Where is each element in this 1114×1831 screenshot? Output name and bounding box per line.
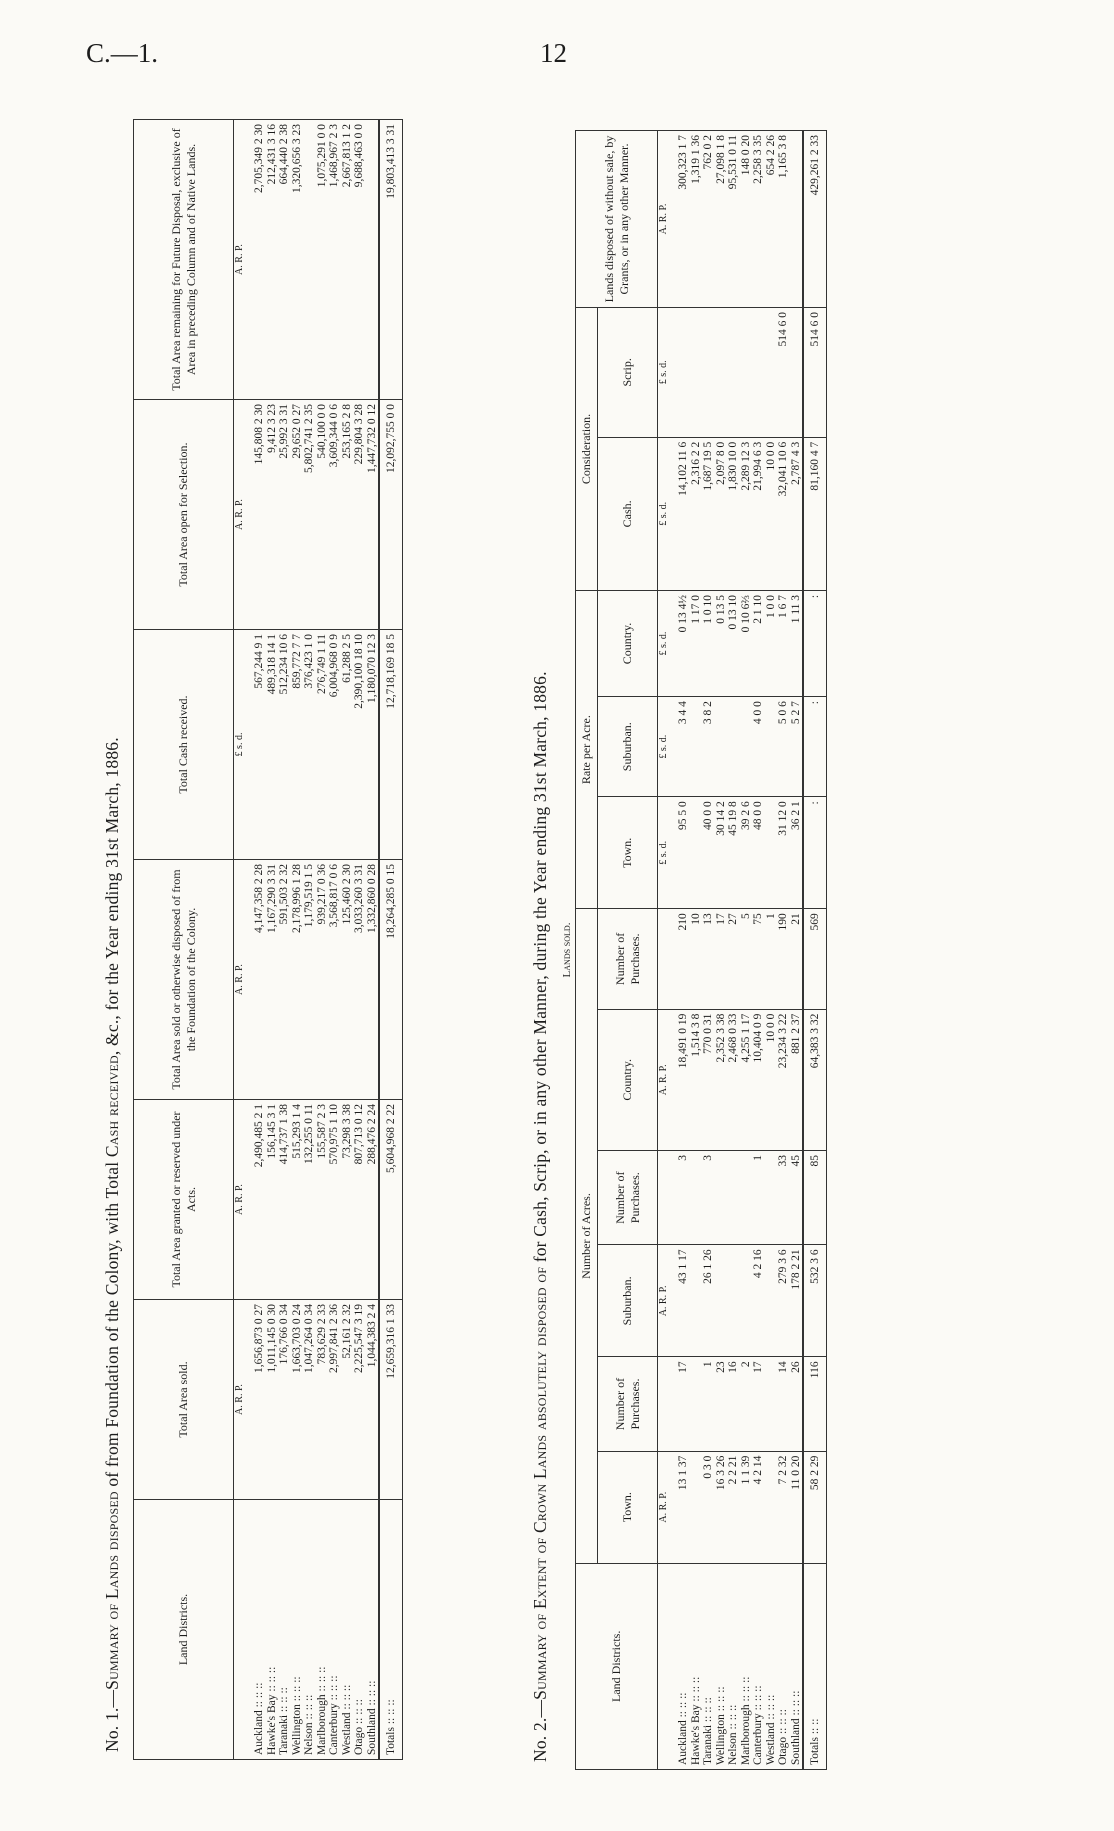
table-cell: 73,298 3 38 bbox=[341, 1100, 354, 1300]
col-header-suburban-rate: Suburban. bbox=[598, 697, 658, 797]
table-cell: 1,167,290 3 31 bbox=[266, 860, 279, 1100]
table-cell: 11 0 20 bbox=[790, 1451, 804, 1563]
table-cell: 81,160 4 7 bbox=[803, 437, 827, 590]
table-cell: 489,318 14 1 bbox=[266, 630, 279, 860]
table-cell bbox=[658, 1151, 672, 1245]
table-cell: 85 bbox=[803, 1151, 827, 1245]
table-cell: A. R. P. bbox=[234, 1300, 248, 1500]
table-cell: 0 13 5 bbox=[715, 590, 728, 696]
table-cell bbox=[366, 120, 380, 400]
table-cell bbox=[671, 307, 690, 437]
table-cell: 210 bbox=[671, 909, 690, 1009]
table-cell bbox=[702, 307, 715, 437]
table-cell: £ s. d. bbox=[234, 630, 248, 860]
table-cell: 14 bbox=[777, 1357, 790, 1451]
table-cell: 33 bbox=[777, 1151, 790, 1245]
table-cell bbox=[690, 1151, 703, 1245]
table-row bbox=[715, 131, 728, 1770]
table-cell: 95 5 0 bbox=[671, 797, 690, 909]
col-header-country-rate: Country. bbox=[598, 590, 658, 696]
col-header-cash: Cash. bbox=[598, 437, 658, 590]
table-cell: 4 2 16 bbox=[752, 1245, 765, 1357]
table-cell: 3 bbox=[671, 1151, 690, 1245]
table-cell: 116 bbox=[803, 1357, 827, 1451]
table1-body bbox=[234, 120, 403, 1760]
col-header-area-disposed: Total Area sold or otherwise disposed of from the Foundation of the Colony. bbox=[134, 860, 234, 1100]
table-cell: 2 2 21 bbox=[727, 1451, 740, 1563]
col-header-area-remaining: Total Area remaining for Future Disposal, exclusive of Area in preceding Column and of Native Lands. bbox=[134, 120, 234, 400]
table1-title: No. 1.—Summary of Lands disposed of from Foundation of the Colony, with Total Cash received, &c., for the Year ending 31st March, 1886. bbox=[102, 737, 122, 1752]
table-cell: Wellington :: :: :: bbox=[291, 1500, 304, 1760]
table-cell bbox=[690, 1357, 703, 1451]
table-row bbox=[690, 131, 703, 1770]
table-cell: 253,165 2 8 bbox=[341, 400, 354, 630]
table-cell: Wellington :: :: :: bbox=[715, 1563, 728, 1769]
table-cell: 514 6 0 bbox=[777, 307, 790, 437]
table-cell: 300,323 1 7 bbox=[671, 131, 690, 308]
table-cell: 1,332,860 0 28 bbox=[366, 860, 380, 1100]
table1 bbox=[133, 119, 403, 1760]
table-cell: 0 10 6⅔ bbox=[740, 590, 753, 696]
units-row bbox=[234, 120, 248, 1760]
table-row bbox=[266, 120, 279, 1760]
table-cell: Southland :: :: :: bbox=[790, 1563, 804, 1769]
table-cell: 1 bbox=[752, 1151, 765, 1245]
table-cell: 2,225,547 3 19 bbox=[353, 1300, 366, 1500]
table-cell: 58 2 29 bbox=[803, 1451, 827, 1563]
table-cell: 176,766 0 34 bbox=[278, 1300, 291, 1500]
table-cell: 279 3 6 bbox=[777, 1245, 790, 1357]
table-cell: Southland :: :: :: bbox=[366, 1500, 380, 1760]
table-cell: 2,787 4 3 bbox=[790, 437, 804, 590]
table2-body bbox=[658, 131, 827, 1770]
table-cell: 664,440 2 38 bbox=[278, 120, 291, 400]
lands-sold-label: Lands sold. bbox=[561, 922, 573, 978]
table-cell: 132,255 0 11 bbox=[303, 1100, 316, 1300]
table-cell: 1,011,145 0 30 bbox=[266, 1300, 279, 1500]
table-cell: 2,667,813 1 2 bbox=[341, 120, 354, 400]
table-cell: 569 bbox=[803, 909, 827, 1009]
table-cell: 939,217 0 36 bbox=[316, 860, 329, 1100]
table-cell: 190 bbox=[777, 909, 790, 1009]
table-cell: 27,098 1 8 bbox=[715, 131, 728, 308]
col-header-country-purchases: Number of Purchases. bbox=[598, 909, 658, 1009]
table-cell: A. R. P. bbox=[658, 1451, 672, 1563]
table-cell: Totals :: :: bbox=[803, 1563, 827, 1769]
table-cell: 229,804 3 28 bbox=[353, 400, 366, 630]
table-cell bbox=[790, 131, 804, 308]
table-cell: 881 2 37 bbox=[790, 1009, 804, 1150]
table-cell: £ s. d. bbox=[658, 797, 672, 909]
table-cell: Marlborough :: :: :: bbox=[740, 1563, 753, 1769]
table-cell: 783,629 2 33 bbox=[316, 1300, 329, 1500]
table-cell: 1,179,519 1 5 bbox=[303, 860, 316, 1100]
table-cell: Marlborough :: :: :: bbox=[316, 1500, 329, 1760]
table-cell: 3 4 4 bbox=[671, 697, 690, 797]
table-cell: 5 2 7 bbox=[790, 697, 804, 797]
table-cell: 27 bbox=[727, 909, 740, 1009]
table-cell: 532 3 6 bbox=[803, 1245, 827, 1357]
table-cell: 859,772 7 7 bbox=[291, 630, 304, 860]
table-cell bbox=[690, 307, 703, 437]
table-cell bbox=[690, 1245, 703, 1357]
table-cell: 21,994 6 3 bbox=[752, 437, 765, 590]
table-cell: 376,423 1 0 bbox=[303, 630, 316, 860]
table-cell: 0 13 10 bbox=[727, 590, 740, 696]
table-row bbox=[740, 131, 753, 1770]
table-cell bbox=[234, 1500, 248, 1760]
table2-title: No. 2.—Summary of Extent of Crown Lands absolutely disposed of for Cash, Scrip, or in any other Manner, during the Year ending 31st March, 1886. bbox=[530, 671, 550, 1762]
table-cell: 1 0 10 bbox=[702, 590, 715, 696]
totals-row bbox=[379, 120, 403, 1760]
table-row bbox=[353, 120, 366, 1760]
table-cell: £ s. d. bbox=[658, 437, 672, 590]
table-cell: 3 8 2 bbox=[702, 697, 715, 797]
table-cell: 567,244 9 1 bbox=[247, 630, 266, 860]
table-cell: 10 0 0 bbox=[765, 437, 778, 590]
table-cell: 3,609,344 0 6 bbox=[328, 400, 341, 630]
table-cell: 9,688,463 0 0 bbox=[353, 120, 366, 400]
table-cell: 16 3 26 bbox=[715, 1451, 728, 1563]
table-cell: 3 bbox=[702, 1151, 715, 1245]
col-header-town-purchases: Number of Purchases. bbox=[598, 1357, 658, 1451]
col-header-total-area-sold: Total Area sold. bbox=[134, 1300, 234, 1500]
table-cell: 64,383 3 32 bbox=[803, 1009, 827, 1150]
page-series-label: C.—1. bbox=[86, 38, 159, 68]
col-header-area-granted: Total Area granted or reserved under Acts. bbox=[134, 1100, 234, 1300]
table-cell: 1,514 3 8 bbox=[690, 1009, 703, 1150]
table-cell: 1,165 3 8 bbox=[777, 131, 790, 308]
table-cell bbox=[765, 1245, 778, 1357]
table-cell: 591,503 2 32 bbox=[278, 860, 291, 1100]
table-cell: 25,992 3 31 bbox=[278, 400, 291, 630]
table-row bbox=[316, 120, 329, 1760]
table-cell bbox=[715, 307, 728, 437]
table-cell bbox=[715, 1151, 728, 1245]
table-cell: A. R. P. bbox=[234, 1100, 248, 1300]
table-cell bbox=[765, 697, 778, 797]
table-cell: 125,460 2 30 bbox=[341, 860, 354, 1100]
table-cell: 2,468 0 33 bbox=[727, 1009, 740, 1150]
table-cell: 1,447,732 0 12 bbox=[366, 400, 380, 630]
table-cell: 1 bbox=[702, 1357, 715, 1451]
table-cell: 2,316 2 2 bbox=[690, 437, 703, 590]
table-cell: 1,075,291 0 0 bbox=[316, 120, 329, 400]
table-cell: £ s. d. bbox=[658, 590, 672, 696]
table-cell: 1 11 3 bbox=[790, 590, 804, 696]
table-cell bbox=[303, 120, 316, 400]
table-cell: Otago :: :: :: bbox=[777, 1563, 790, 1769]
table-cell: 7 2 32 bbox=[777, 1451, 790, 1563]
table-cell: 16 bbox=[727, 1357, 740, 1451]
table-cell: 40 0 0 bbox=[702, 797, 715, 909]
col-header-scrip: Scrip. bbox=[598, 307, 658, 437]
table-cell: 3,568,817 0 6 bbox=[328, 860, 341, 1100]
table-cell: 2,352 3 38 bbox=[715, 1009, 728, 1150]
table-cell: 21 bbox=[790, 909, 804, 1009]
table-cell bbox=[765, 1451, 778, 1563]
table-cell: 6,004,968 0 9 bbox=[328, 630, 341, 860]
table-cell: 1,320,656 3 23 bbox=[291, 120, 304, 400]
table-cell: Canterbury :: :: :: bbox=[328, 1500, 341, 1760]
table-cell: 1,180,070 12 3 bbox=[366, 630, 380, 860]
table-cell bbox=[727, 307, 740, 437]
table-cell: 0 3 0 bbox=[702, 1451, 715, 1563]
table-cell: 61,288 2 5 bbox=[341, 630, 354, 860]
table-cell: 4,255 1 17 bbox=[740, 1009, 753, 1150]
table-cell: 2,289 12 3 bbox=[740, 437, 753, 590]
table-cell bbox=[740, 307, 753, 437]
table-cell bbox=[715, 697, 728, 797]
table-cell: Taranaki :: :: :: bbox=[702, 1563, 715, 1769]
table-cell: 17 bbox=[671, 1357, 690, 1451]
table-cell: 414,737 1 38 bbox=[278, 1100, 291, 1300]
table-cell: 2,178,996 1 28 bbox=[291, 860, 304, 1100]
table-cell bbox=[765, 1151, 778, 1245]
table-cell bbox=[740, 697, 753, 797]
table-cell: 9,412 3 23 bbox=[266, 400, 279, 630]
table-cell: 156,145 3 1 bbox=[266, 1100, 279, 1300]
table-cell: 654 2 26 bbox=[765, 131, 778, 308]
table-cell: 276,749 1 11 bbox=[316, 630, 329, 860]
table-cell: 5 0 6 bbox=[777, 697, 790, 797]
table-cell: 23,234 3 22 bbox=[777, 1009, 790, 1150]
col-header-land-districts: Land Districts. bbox=[134, 1500, 234, 1760]
table-cell: 48 0 0 bbox=[752, 797, 765, 909]
table2-block bbox=[530, 130, 827, 1770]
table-cell: 43 1 17 bbox=[671, 1245, 690, 1357]
table-cell: Nelson :: :: :: bbox=[303, 1500, 316, 1760]
table-cell: 770 0 31 bbox=[702, 1009, 715, 1150]
table2 bbox=[575, 130, 827, 1770]
table-cell: 288,476 2 24 bbox=[366, 1100, 380, 1300]
table-cell: Westland :: :: :: bbox=[341, 1500, 354, 1760]
table-cell: 1,663,703 0 24 bbox=[291, 1300, 304, 1500]
table-cell: 212,431 3 16 bbox=[266, 120, 279, 400]
table-cell: Taranaki :: :: :: bbox=[278, 1500, 291, 1760]
table-cell: 1,319 1 36 bbox=[690, 131, 703, 308]
table-cell: 807,713 0 12 bbox=[353, 1100, 366, 1300]
table-cell: Totals :: :: :: bbox=[379, 1500, 403, 1760]
table-cell bbox=[715, 1245, 728, 1357]
table-cell: Auckland :: :: :: bbox=[671, 1563, 690, 1769]
table-row bbox=[777, 131, 790, 1770]
table-cell: 5 bbox=[740, 909, 753, 1009]
table-cell bbox=[740, 1151, 753, 1245]
table-cell: 4 2 14 bbox=[752, 1451, 765, 1563]
table-cell: Otago :: :: :: bbox=[353, 1500, 366, 1760]
table-row bbox=[752, 131, 765, 1770]
table-cell: : bbox=[803, 697, 827, 797]
table-cell: 1,468,967 2 3 bbox=[328, 120, 341, 400]
table-cell: Auckland :: :: :: bbox=[247, 1500, 266, 1760]
col-header-land-districts: Land Districts. bbox=[576, 1563, 658, 1769]
table-cell: 2,097 8 0 bbox=[715, 437, 728, 590]
table-row bbox=[303, 120, 316, 1760]
table-cell: 1 17 0 bbox=[690, 590, 703, 696]
table-cell: 2,490,485 2 1 bbox=[247, 1100, 266, 1300]
table-cell: 12,092,755 0 0 bbox=[379, 400, 403, 630]
table-cell: 2 bbox=[740, 1357, 753, 1451]
table-cell: 1,044,383 2 4 bbox=[366, 1300, 380, 1500]
totals-row bbox=[803, 131, 827, 1770]
table-cell: 17 bbox=[752, 1357, 765, 1451]
table-cell: £ s. d. bbox=[658, 697, 672, 797]
col-header-disposed-without-sale: Lands disposed of without sale, by Grants, or in any other Manner. bbox=[576, 131, 658, 308]
table-cell: 2,705,349 2 30 bbox=[247, 120, 266, 400]
table-cell: 17 bbox=[715, 909, 728, 1009]
table-cell bbox=[658, 909, 672, 1009]
table-cell: 155,587 2 3 bbox=[316, 1100, 329, 1300]
table-row bbox=[727, 131, 740, 1770]
table-cell bbox=[752, 307, 765, 437]
table-row bbox=[328, 120, 341, 1760]
table-cell: 0 13 4½ bbox=[671, 590, 690, 696]
col-header-suburban-acres: Suburban. bbox=[598, 1245, 658, 1357]
table-cell: 515,293 1 4 bbox=[291, 1100, 304, 1300]
table-cell: A. R. P. bbox=[658, 1009, 672, 1150]
table-row bbox=[671, 131, 690, 1770]
table-cell: 36 2 1 bbox=[790, 797, 804, 909]
table-cell: 18,264,285 0 15 bbox=[379, 860, 403, 1100]
table-cell: 14,102 11 6 bbox=[671, 437, 690, 590]
table-cell bbox=[727, 1245, 740, 1357]
table-cell: Hawke's Bay :: :: :: bbox=[690, 1563, 703, 1769]
page-number: 12 bbox=[540, 38, 567, 68]
table-cell: 10 0 0 bbox=[765, 1009, 778, 1150]
table-cell: Canterbury :: :: :: bbox=[752, 1563, 765, 1769]
table-cell: Westland :: :: :: bbox=[765, 1563, 778, 1769]
table-cell: 10,404 0 9 bbox=[752, 1009, 765, 1150]
table-cell: A. R. P. bbox=[658, 131, 672, 308]
table-cell: 2,997,841 2 36 bbox=[328, 1300, 341, 1500]
table-cell bbox=[765, 797, 778, 909]
table-cell: 2,390,100 18 10 bbox=[353, 630, 366, 860]
table-cell: A. R. P. bbox=[234, 860, 248, 1100]
table-cell: 26 bbox=[790, 1357, 804, 1451]
table-cell: : bbox=[803, 797, 827, 909]
table-cell: 1 0 0 bbox=[765, 590, 778, 696]
table-cell: 148 0 20 bbox=[740, 131, 753, 308]
col-header-town-rate: Town. bbox=[598, 797, 658, 909]
table-cell bbox=[658, 1563, 672, 1769]
table-row bbox=[291, 120, 304, 1760]
table-row bbox=[278, 120, 291, 1760]
table-cell bbox=[740, 1245, 753, 1357]
table-cell: 762 0 2 bbox=[702, 131, 715, 308]
table-cell: 1 1 39 bbox=[740, 1451, 753, 1563]
table-cell: £ s. d. bbox=[658, 307, 672, 437]
table-cell: 95,531 0 11 bbox=[727, 131, 740, 308]
table-cell: 570,975 1 10 bbox=[328, 1100, 341, 1300]
table-cell: 178 2 21 bbox=[790, 1245, 804, 1357]
table-row bbox=[790, 131, 804, 1770]
group-header-consideration: Consideration. bbox=[576, 307, 598, 590]
col-header-area-open: Total Area open for Selection. bbox=[134, 400, 234, 630]
table-cell: 1 6 7 bbox=[777, 590, 790, 696]
table-cell: 12,718,169 18 5 bbox=[379, 630, 403, 860]
table-cell: Nelson :: :: :: bbox=[727, 1563, 740, 1769]
table-cell bbox=[727, 1151, 740, 1245]
table-cell bbox=[690, 797, 703, 909]
table-cell: 2 1 10 bbox=[752, 590, 765, 696]
table-cell: 1,687 19 5 bbox=[702, 437, 715, 590]
col-header-cash-received: Total Cash received. bbox=[134, 630, 234, 860]
table-cell: 1,830 10 0 bbox=[727, 437, 740, 590]
group-header-acres: Number of Acres. bbox=[576, 909, 598, 1563]
table-cell: 23 bbox=[715, 1357, 728, 1451]
table-cell: 10 bbox=[690, 909, 703, 1009]
table-cell: 52,161 2 32 bbox=[341, 1300, 354, 1500]
table-cell: 12,659,316 1 33 bbox=[379, 1300, 403, 1500]
table-row bbox=[366, 120, 380, 1760]
table-cell bbox=[765, 307, 778, 437]
table-cell bbox=[790, 307, 804, 437]
table-cell: 13 bbox=[702, 909, 715, 1009]
table-cell: 512,234 10 6 bbox=[278, 630, 291, 860]
table-cell: 4 0 0 bbox=[752, 697, 765, 797]
table-cell: 5,604,968 2 22 bbox=[379, 1100, 403, 1300]
table-cell: 540,100 0 0 bbox=[316, 400, 329, 630]
table-cell: 4,147,358 2 28 bbox=[247, 860, 266, 1100]
col-header-country-acres: Country. bbox=[598, 1009, 658, 1150]
col-header-town-acres: Town. bbox=[598, 1451, 658, 1563]
table-cell: 45 bbox=[790, 1151, 804, 1245]
table-row bbox=[765, 131, 778, 1770]
table-cell: A. R. P. bbox=[234, 400, 248, 630]
table-cell bbox=[658, 1357, 672, 1451]
table-cell bbox=[765, 1357, 778, 1451]
table-cell: 45 19 8 bbox=[727, 797, 740, 909]
table-cell: 75 bbox=[752, 909, 765, 1009]
table-cell: A. R. P. bbox=[658, 1245, 672, 1357]
table-cell: Hawke's Bay :: :: :: bbox=[266, 1500, 279, 1760]
table1-block bbox=[102, 120, 403, 1760]
table-cell: 31 12 0 bbox=[777, 797, 790, 909]
table-row bbox=[702, 131, 715, 1770]
table-cell: : bbox=[803, 590, 827, 696]
table-cell: 18,491 0 19 bbox=[671, 1009, 690, 1150]
table-cell: 514 6 0 bbox=[803, 307, 827, 437]
table-cell: 30 14 2 bbox=[715, 797, 728, 909]
col-header-suburban-purchases: Number of Purchases. bbox=[598, 1151, 658, 1245]
table-cell: 19,803,413 3 31 bbox=[379, 120, 403, 400]
table-cell: 13 1 37 bbox=[671, 1451, 690, 1563]
table-cell: 2,258 3 35 bbox=[752, 131, 765, 308]
table-cell: A. R. P. bbox=[234, 120, 248, 400]
table-cell bbox=[727, 697, 740, 797]
table-cell: 429,261 2 33 bbox=[803, 131, 827, 308]
table-cell: 29,652 0 27 bbox=[291, 400, 304, 630]
table-row bbox=[341, 120, 354, 1760]
table-row bbox=[247, 120, 266, 1760]
table-cell: 1,656,873 0 27 bbox=[247, 1300, 266, 1500]
table-cell: 145,808 2 30 bbox=[247, 400, 266, 630]
table-cell: 26 1 26 bbox=[702, 1245, 715, 1357]
group-header-rate: Rate per Acre. bbox=[576, 590, 598, 908]
units-row bbox=[658, 131, 672, 1770]
table-cell: 39 2 6 bbox=[740, 797, 753, 909]
table-cell: 3,033,260 3 31 bbox=[353, 860, 366, 1100]
table-cell: 1 bbox=[765, 909, 778, 1009]
table-cell: 32,041 10 6 bbox=[777, 437, 790, 590]
table-cell bbox=[690, 1451, 703, 1563]
table-cell: 5,802,741 2 35 bbox=[303, 400, 316, 630]
table-cell bbox=[690, 697, 703, 797]
table-cell: 1,047,264 0 34 bbox=[303, 1300, 316, 1500]
